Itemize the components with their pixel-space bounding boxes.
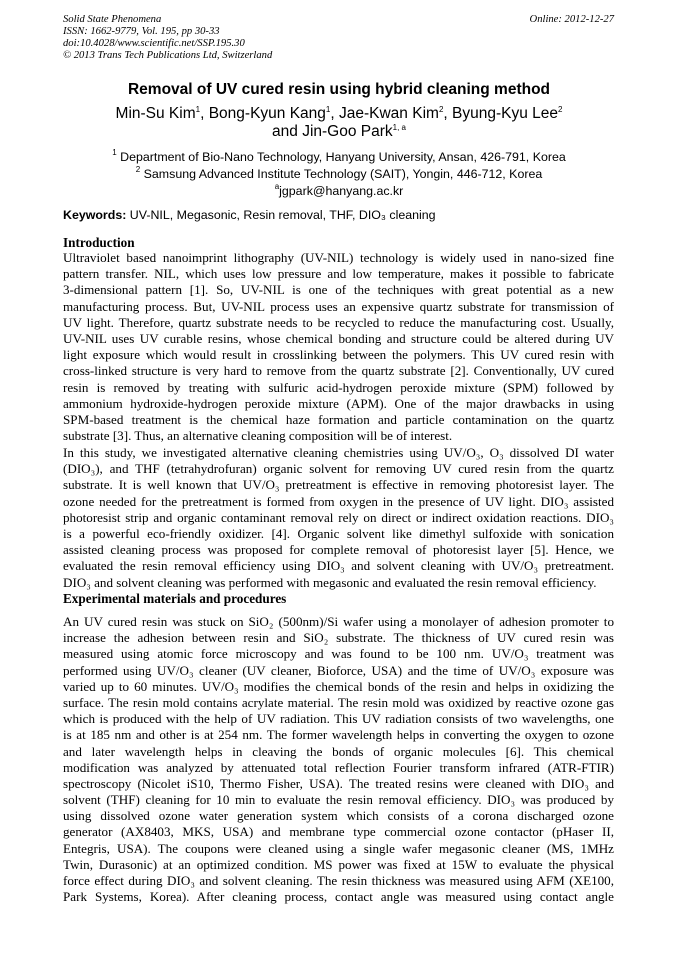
- author: Jae-Kwan Kim: [339, 105, 439, 122]
- text-line: photoresist strip and organic contaminant removal rely on direct or indirect oxidation reactions. DIO₃: [63, 509, 614, 525]
- text-line: manufacturing process. But, UV-NIL process uses an expensive quartz substrate for transmission of: [63, 298, 614, 314]
- text-line: resin is removed by treating with sulfuric acid-hydrogen peroxide mixture (SPM) followed by: [63, 379, 614, 395]
- text-line: solvent (THF) cleaning for 10 min to evaluate the resin removal efficiency. DIO₃ was produced by: [63, 792, 614, 808]
- text-line: assisted cleaning process was proposed for complete removal of photoresist layer [5]. Hence, we: [63, 542, 614, 558]
- text-line: substrate. It is well known that UV/O₃ pretreatment is effective in removing photoresist layer. The: [63, 477, 614, 493]
- author-list: Min-Su Kim$^1$, Bong-Kyun Kang$^1$, Jae-Kwan Kim$^2$, Byung-Kyu Lee$^2$ and Jin-Goo Park$^{1, a}$: [115, 105, 563, 140]
- text-line: UV-NIL uses UV curable resins, whose chemical bonding and structure could be altered during UV: [63, 330, 614, 346]
- text-line: Park Systems, Korea). After cleaning process, contact angle was measured using contact angle: [63, 889, 614, 905]
- text-line: pattern transfer. NIL, which uses low pressure and low temperature, makes it possible to fabricate: [63, 266, 614, 282]
- online-date: Online: 2012-12-27: [529, 14, 614, 25]
- text-line: ammonium hydroxide-hydrogen peroxide mixture (APM). One of the major drawbacks in using: [63, 395, 614, 411]
- text-line: is at 185 nm and other is at 254 nm. The former wavelength helps in converting the oxygen to ozone: [63, 727, 614, 743]
- text-line: light exposure which would result in crosslinking between the polymers. This UV cured resin with: [63, 347, 614, 363]
- author: Min-Su Kim: [115, 105, 196, 122]
- text-line: performed using UV/O₃ cleaner (UV cleaner, Bioforce, USA) and the time of UV/O₃ exposure was: [63, 662, 614, 678]
- text-line: varied up to 60 minutes. UV/O₃ modifies the chemical bonds of the resin and helps in oxidizing the: [63, 678, 614, 694]
- text-line: SPM-based treatment is the chemical haze formation and particle contamination on the quartz: [63, 411, 614, 427]
- text-line: cross-linked structure is very hard to remove from the quartz substrate [2]. Conventionally, UV cured: [63, 363, 614, 379]
- text-line: DIO₃ and solvent cleaning was performed with megasonic and evaluated the resin removal efficiency.: [63, 574, 597, 590]
- keywords-text: UV-NIL, Megasonic, Resin removal, THF, DIO₃ cleaning: [126, 208, 436, 222]
- text-line: substrate [3]. Thus, an alternative cleaning composition will be of interest.: [63, 428, 453, 444]
- section-heading: Introduction: [63, 235, 135, 250]
- text-line: ozone needed for the pretreatment is formed from oxygen in the presence of UV light. DIO₃ assisted: [63, 493, 614, 509]
- text-line: which is produced with the help of UV radiation. This UV radiation consists of two wavelengths, one: [63, 711, 614, 727]
- paragraph: [63, 445, 614, 591]
- text-line: surface. The resin mold contains acrylate material. The resin mold was oxidized by reactive ozone gas: [63, 694, 614, 710]
- keywords: [63, 208, 436, 222]
- text-line: measured using atomic force microscopy and was found to be 100 nm. UV/O₃ treatment was: [63, 646, 614, 662]
- affiliation: $^2$ Samsung Advanced Institute Technology (SAIT), Yongin, 446-712, Korea: [135, 165, 543, 181]
- text-line: An UV cured resin was stuck on SiO₂ (500nm)/Si wafer using a monolayer of adhesion promoter to: [63, 614, 614, 629]
- keywords-label: Keywords:: [63, 208, 127, 222]
- text-line: force effect during DIO₃ and solvent cleaning. The resin thickness was measured using AFM (XE100,: [63, 873, 614, 888]
- journal-info: [63, 14, 272, 62]
- copyright: © 2013 Trans Tech Publications Ltd, Switzerland: [63, 50, 273, 61]
- text-line: increase the adhesion between resin and SiO₂ substrate. The thickness of UV cured resin was: [63, 630, 614, 646]
- text-line: generator (AX8403, MKS, USA) and membrane type commercial ozone contactor (pHaser II,: [63, 824, 614, 840]
- paragraph: [63, 614, 614, 905]
- text-line: Ultraviolet based nanoimprint lithography (UV-NIL) technology is widely used in nano-sized fine: [63, 250, 614, 265]
- text-line: using dissolved ozone water generation system which consists of a corona discharged ozone: [63, 808, 614, 824]
- affiliation: $^1$ Department of Bio-Nano Technology, Hanyang University, Ansan, 426-791, Korea: [112, 148, 566, 164]
- text-line: is a powerful eco-friendly oxidizer. [4]. Organic solvent like dimethyl sulfoxide with sonication: [63, 525, 614, 541]
- text-line: 3-dimensional pattern [1]. So, UV-NIL is one of the techniques with great potential as a new: [63, 282, 614, 298]
- email: $^a$jgpark@hanyang.ac.kr: [274, 182, 404, 198]
- text-line: modification was analyzed by attenuated total reflection Fourier transform infrared (ATR-FTIR): [63, 759, 614, 775]
- author: Byung-Kyu Lee: [452, 105, 559, 122]
- text-line: spectroscopy (Nicolet iS10, Thermo Fisher, USA). The treated resins were cleaned with DIO₃ and: [63, 775, 614, 791]
- text-line: (DIO₃), and THF (tetrahydrofuran) organic solvent for removing UV cured resin from the quartz: [63, 461, 614, 477]
- text-line: and later wavelength helps in cleaving the bonds of organic molecules [6]. This chemical: [63, 743, 614, 759]
- text-line: In this study, we investigated alternative cleaning chemistries using UV/O₃, O₃ dissolved DI water: [63, 445, 614, 460]
- affiliations: [0, 149, 678, 200]
- issn: ISSN: 1662-9779, Vol. 195, pp 30-33: [63, 26, 220, 37]
- text-line: Entegris, USA). The coupons were cleaned using a single wafer megasonic cleaner (MS, 1MHz: [63, 840, 614, 856]
- text-line: Twin, Durasonic) at an optimized condition. MS power was fixed at 15W to evaluate the physical: [63, 856, 614, 872]
- journal-name: Solid State Phenomena: [63, 14, 162, 25]
- section-heading: Experimental materials and procedures: [63, 591, 287, 606]
- paragraph: [63, 250, 614, 444]
- text-line: UV light. Therefore, quartz substrate needs to be recycled to reduce the manufacturing cost. Usually,: [63, 314, 614, 330]
- paper-title: Removal of UV cured resin using hybrid cleaning method: [127, 81, 551, 98]
- author: Jin-Goo Park: [302, 123, 393, 140]
- doi: doi:10.4028/www.scientific.net/SSP.195.30: [63, 38, 245, 49]
- author: Bong-Kyun Kang: [208, 105, 326, 122]
- text-line: evaluated the resin removal efficiency using DIO₃ and solvent cleaning with UV/O₃ pretreatment.: [63, 558, 614, 574]
